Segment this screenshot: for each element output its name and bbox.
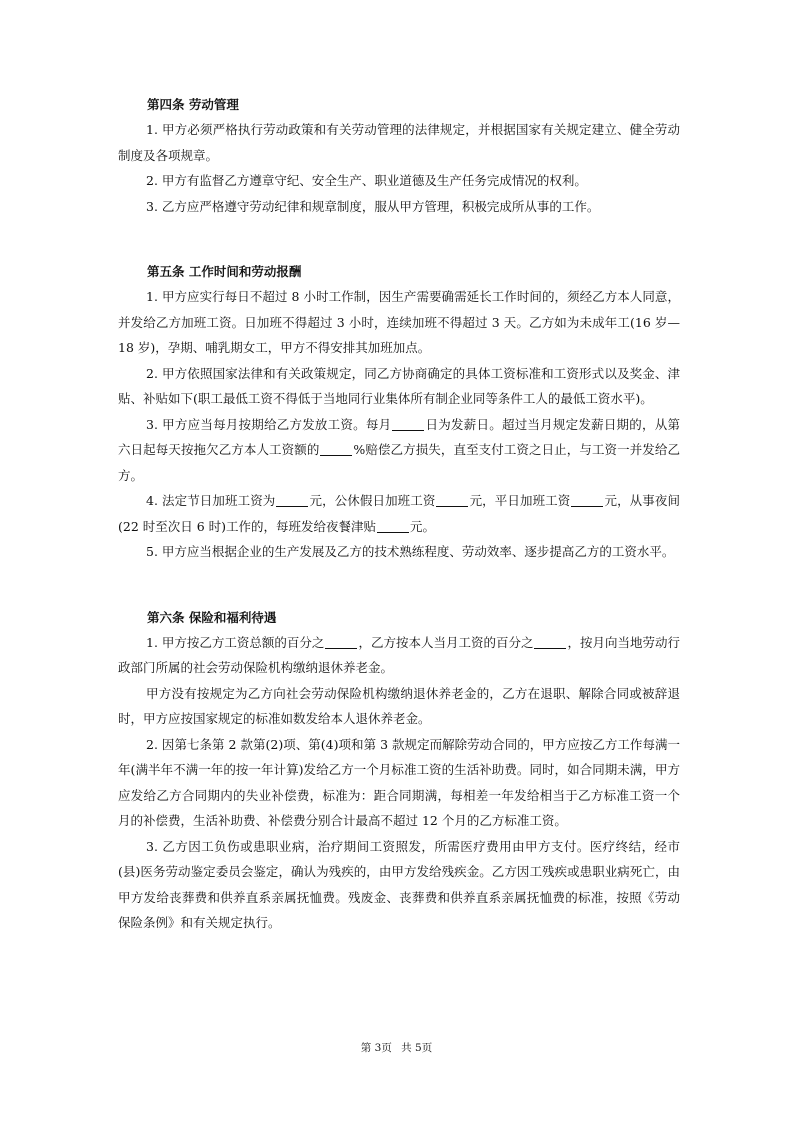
fill-blank: [320, 441, 352, 456]
section-title-article-5: 第五条 工作时间和劳动报酬: [147, 264, 302, 279]
text-segment: 日为发薪日。超过当月规定发薪日期的，从第六日起每天按拖欠乙方本人工资额的: [118, 416, 680, 457]
text-segment: 元，公休假日加班工资: [309, 493, 436, 508]
text-segment: 3. 甲方应当每月按期给乙方发放工资。每月: [146, 416, 392, 432]
text-segment: 元，平日加班工资: [469, 493, 571, 508]
text-segment: ，按月向当地劳动行政部门所属的社会劳动保险机构缴纳退休养老金。: [118, 634, 680, 675]
document-body: [118, 94, 680, 936]
fill-blank: [571, 492, 603, 507]
article-5-item-3: [118, 412, 680, 489]
article-6-item-1-note: 甲方没有按规定为乙方向社会劳动保险机构缴纳退休养老金的，乙方在退职、解除合同或被辞退时，甲方应按国家规定的标准如数发给本人退休养老金。: [118, 685, 680, 726]
fill-blank: [392, 416, 424, 431]
fill-blank: [325, 634, 357, 649]
text-segment: 4. 法定节日加班工资为: [146, 493, 276, 508]
article-4-item-1: 1. 甲方必须严格执行劳动政策和有关劳动管理的法律规定，并根据国家有关规定建立、健全劳动制度及各项规章。: [118, 122, 680, 163]
text-segment: ，乙方按本人当月工资的百分之: [358, 634, 534, 650]
text-segment: 1. 甲方按乙方工资总额的百分之: [146, 634, 325, 650]
article-5-item-5: 5. 甲方应当根据企业的生产发展及乙方的技术熟练程度、劳动效率、逐步提高乙方的工资水平。: [146, 544, 675, 559]
fill-blank: [436, 492, 468, 507]
text-segment: %赔偿乙方损失，直至支付工资之日止，与工资一并发给乙方。: [118, 442, 680, 483]
article-6-item-1: [118, 630, 680, 681]
section-title-article-6: 第六条 保险和福利待遇: [147, 609, 277, 625]
section-gap: [118, 565, 680, 607]
article-5-item-4: [118, 488, 680, 539]
article-6-item-2: 2. 因第七条第 2 款第(2)项、第(4)项和第 3 款规定而解除劳动合同的，甲方应按乙方工作每满一年(满半年不满一年的按一年计算)发给乙方一个月标准工资的生活补助费。同时，如合同期未满，甲方应发给乙方合同期内的失业补偿费，标准为：距合同期满，每相差一年发给相当于乙方标准工资一个月的补偿费，生活补助费、补偿费分别合计最高不超过 12 个月的乙方标准工资。: [118, 736, 680, 828]
section-title-article-4: 第四条 劳动管理: [147, 97, 239, 112]
fill-blank: [276, 492, 308, 507]
text-segment: 元。: [410, 518, 436, 534]
text-segment: 元，从事夜间(22 时至次日 6 时)工作的，每班发给夜餐津贴: [118, 493, 680, 534]
page-number-total: 共 5页: [401, 1042, 433, 1054]
section-gap: [118, 219, 680, 261]
article-4-item-3: 3. 乙方应严格遵守劳动纪律和规章制度，服从甲方管理，积极完成所从事的工作。: [146, 198, 600, 214]
fill-blank: [377, 518, 409, 533]
page-number-current: 第 3页: [360, 1042, 392, 1054]
fill-blank: [534, 634, 566, 649]
article-5-item-1: 1. 甲方应实行每日不超过 8 小时工作制，因生产需要确需延长工作时间的，须经乙方本人同意，并发给乙方加班工资。日加班不得超过 3 小时，连续加班不得超过 3 天。乙方如为未成年工(16 岁—18 岁)，孕期、哺乳期女工，甲方不得安排其加班加点。: [118, 289, 680, 355]
article-5-item-2: 2. 甲方依照国家法律和有关政策规定，同乙方协商确定的具体工资标准和工资形式以及奖金、津贴、补贴如下(职工最低工资不得低于当地同行业集体所有制企业同等条件工人的最低工资水平)。: [118, 365, 680, 406]
page-footer: [0, 1040, 793, 1056]
article-4-item-2: 2. 甲方有监督乙方遵章守纪、安全生产、职业道德及生产任务完成情况的权利。: [146, 173, 587, 188]
article-6-item-3: 3. 乙方因工负伤或患职业病，治疗期间工资照发，所需医疗费用由甲方支付。医疗终结，经市(县)医务劳动鉴定委员会鉴定，确认为残疾的，由甲方发给残疾金。乙方因工残疾或患职业病死亡，由甲方发给丧葬费和供养直系亲属抚恤费。残废金、丧葬费和供养直系亲属抚恤费的标准，按照《劳动保险条例》和有关规定执行。: [118, 838, 680, 930]
